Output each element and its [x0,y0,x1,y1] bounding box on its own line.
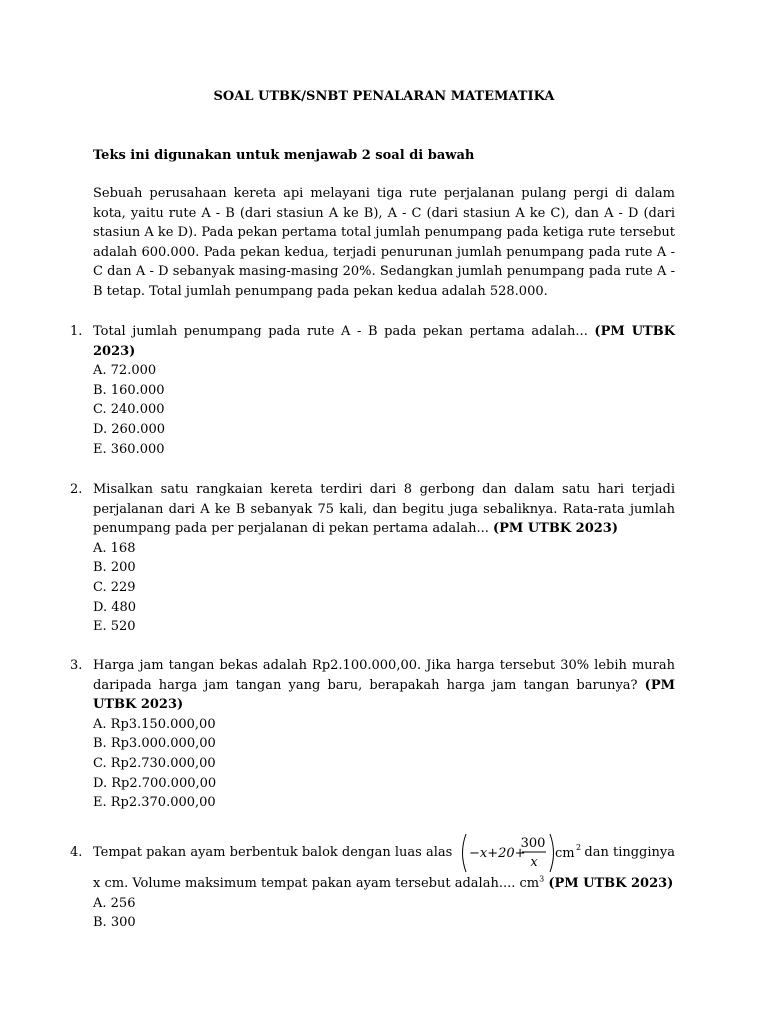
option-b: B. 200 [93,560,136,576]
option-e: E. 520 [93,619,136,635]
option-d: D. 260.000 [93,421,165,437]
formula-denominator: x [530,855,538,870]
option-d: D. 480 [93,599,137,615]
question-text-cont: x cm. Volume maksimum tempat pakan ayam tersebut adalah.... cm [93,876,540,891]
question-source: (PM UTBK 2023) [492,521,618,537]
question-text: Harga jam tangan bekas adalah Rp2.100.000,00. Jika harga tersebut 30% lebih murah daripada harga jam tangan yang baru, berapakah harga jam tangan barunya? [93,658,675,693]
question-3 [70,656,675,813]
option-e: E. Rp2.370.000,00 [93,795,216,811]
intro-passage: Sebuah perusahaan kereta api melayani tiga rute perjalanan pulang pergi di dalam kota, yaitu rute A - B (dari stasiun A ke B), A - C (dari stasiun A ke C), dan A - D (dari stasiun A ke D). Pada pekan pertama total jumlah penumpang pada ketiga rute tersebut adalah 600.000. Pada pekan kedua, terjadi penurunan jumlah penumpang pada rute A - C dan A - D sebanyak masing-masing 20%. Sedangkan jumlah penumpang pada rute A - B tetap. Total jumlah penumpang pada pekan kedua adalah 528.000. [93,186,675,299]
question-text-line-2 [93,874,675,894]
page-title: SOAL UTBK/SNBT PENALARAN MATEMATIKA [213,89,555,104]
option-a: A. 168 [93,540,136,556]
intro-heading: Teks ini digunakan untuk menjawab 2 soal di bawah [93,148,475,163]
question-text: Misalkan satu rangkaian kereta terdiri dari 8 gerbong dan dalam satu hari terjadi perjalanan dari A ke B sebanyak 75 kali, dan begitu juga sebaliknya. Rata-rata jumlah penumpang pada per perjalanan di pekan pertama adalah... [93,482,675,537]
question-1 [70,322,675,459]
option-a: A. 256 [93,895,136,911]
option-e: E. 360.000 [93,441,165,457]
left-paren [463,834,467,872]
formula-unit: cm [555,846,575,861]
option-c: C. Rp2.730.000,00 [93,755,216,771]
question-4 [70,832,675,933]
option-b: B. Rp3.000.000,00 [93,736,216,752]
question-text-tail: dan tingginya [584,845,675,860]
option-a: A. 72.000 [93,363,157,379]
question-source: (PM UTBK 2023) [93,324,676,359]
formula-expr: −x+20+ [469,846,526,861]
area-formula [458,832,582,874]
option-c: C. 240.000 [93,402,165,418]
unit-exponent: 3 [539,874,545,884]
question-source: (PM UTBK 2023) [93,677,675,713]
option-c: C. 229 [93,579,136,595]
question-source: (PM UTBK 2023) [548,876,674,891]
option-b: B. 160.000 [93,382,165,398]
option-d: D. Rp2.700.000,00 [93,775,217,791]
question-text: Total jumlah penumpang pada rute A - B pada pekan pertama adalah... [93,324,595,339]
question-2 [70,480,675,637]
question-text: Tempat pakan ayam berbentuk balok dengan luas alas [93,845,453,860]
right-paren [550,834,554,872]
question-number: 3. [70,658,83,673]
option-a: A. Rp3.150.000,00 [93,716,216,732]
question-text-line-1 [93,832,675,874]
option-b: B. 300 [93,915,136,931]
formula-numerator: 300 [520,836,546,851]
formula-unit-exponent: 2 [576,843,582,852]
question-number: 2. [70,482,83,497]
question-number: 1. [70,324,83,339]
question-number: 4. [70,845,83,860]
